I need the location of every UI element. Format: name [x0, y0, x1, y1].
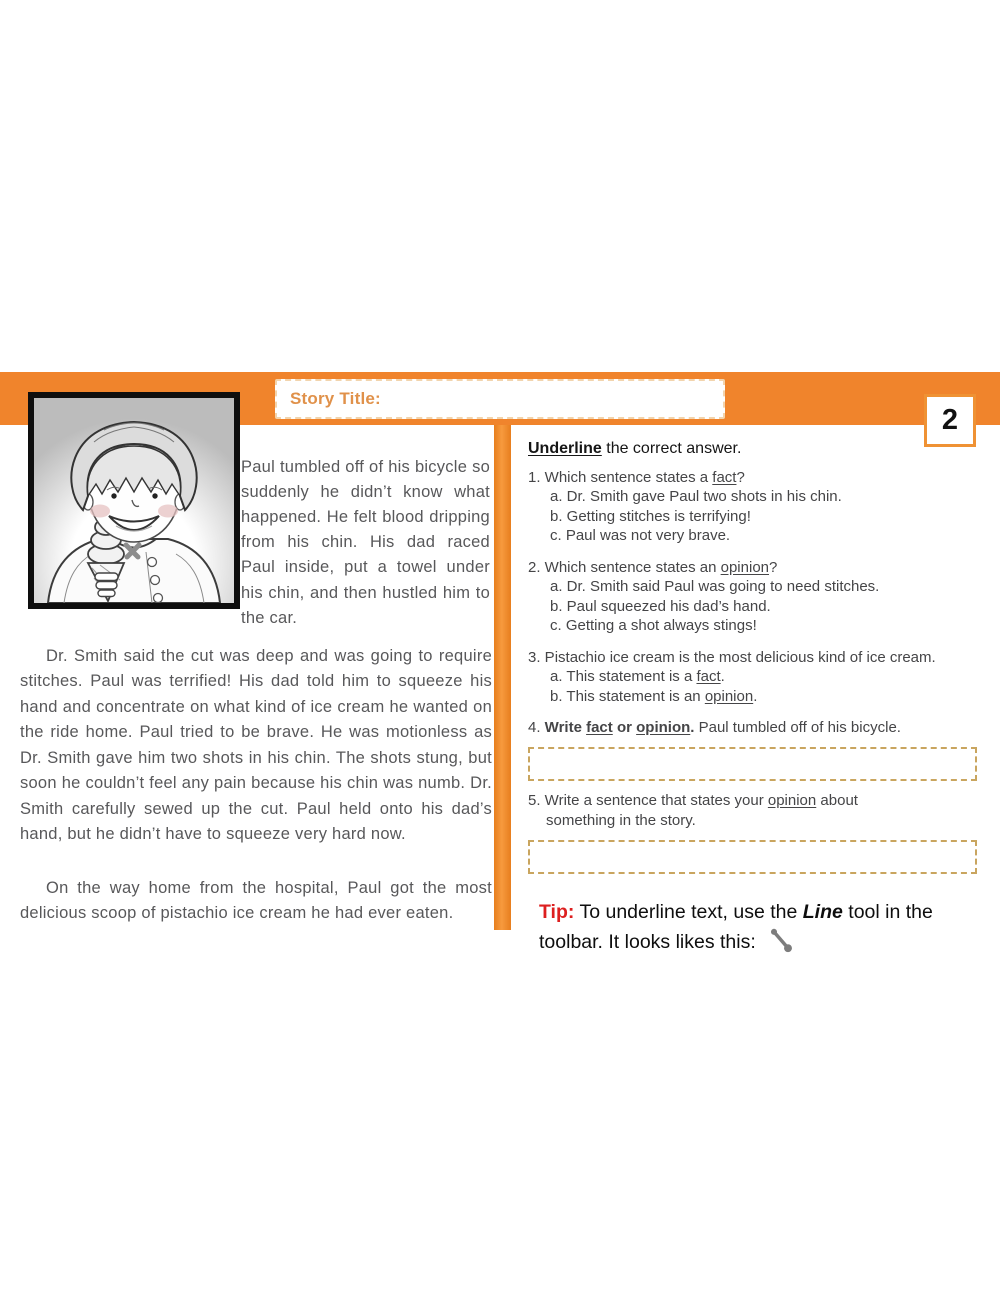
tip-note: Tip: To underline text, use the Line tool in the toolbar. It looks likes this:	[539, 900, 933, 953]
question-5-text-line2: something in the story.	[546, 812, 696, 829]
page-number-box	[924, 394, 976, 447]
question-2[interactable]	[528, 559, 983, 636]
story-paragraph-3: On the way home from the hospital, Paul got the most delicious scoop of pistachio ice cream he had ever eaten.	[20, 878, 492, 922]
question-3-option-b[interactable]: b. This statement is an opinion.	[550, 687, 758, 705]
boy-with-ice-cream-drawing	[34, 398, 234, 603]
instructions-underline-word: Underline	[528, 440, 602, 457]
question-3-option-a[interactable]: a. This statement is a fact.	[550, 668, 725, 685]
questions-column	[528, 440, 983, 956]
question-3[interactable]	[528, 649, 983, 707]
answer-box-q5[interactable]	[528, 840, 977, 874]
question-2-text: 2. Which sentence states an opinion?	[528, 558, 778, 576]
story-title-field[interactable]	[275, 379, 725, 419]
question-5	[528, 792, 983, 874]
page-number: 2	[941, 404, 959, 436]
story-title-label: Story Title:	[290, 389, 381, 408]
line-tool-name: Line	[802, 900, 843, 923]
question-1-option-b[interactable]: b. Getting stitches is terrifying!	[550, 507, 751, 525]
question-2-option-c[interactable]: c. Getting a shot always stings!	[550, 617, 757, 634]
question-5-text: 5. Write a sentence that states your opinion about	[528, 791, 858, 809]
question-1[interactable]	[528, 469, 983, 546]
line-tool-icon	[766, 926, 796, 954]
question-1-option-c[interactable]: c. Paul was not very brave.	[550, 527, 731, 544]
answer-box-q4[interactable]	[528, 747, 977, 781]
story-paragraph-2: Dr. Smith said the cut was deep and was going to require stitches. Paul was terrified! His dad told him to squeeze his hand and concentrate on what kind of ice cream he wanted on the ride home. Paul tried to be brave. He was motionless as Dr. Smith gave him two shots in his chin. The shots stung, but soon he couldn’t feel any pain because his chin was numb. Dr. Smith carefully sewed up the cut. Paul held onto his dad’s hand, but he didn’t have to squeeze very hard now.	[20, 646, 492, 843]
question-2-option-b[interactable]: b. Paul squeezed his dad’s hand.	[550, 597, 771, 615]
tip-label: Tip:	[539, 900, 575, 923]
question-4-text: 4. Write fact or opinion. Paul tumbled off of his bicycle.	[528, 719, 901, 736]
story-illustration	[28, 392, 240, 609]
question-1-text: 1. Which sentence states a fact?	[528, 468, 745, 486]
question-4	[528, 719, 983, 781]
instructions-heading: Underline the correct answer.	[528, 440, 742, 457]
question-2-option-a[interactable]: a. Dr. Smith said Paul was going to need stitches.	[550, 578, 880, 595]
column-divider	[494, 425, 511, 930]
story-paragraph-1: Paul tumbled off of his bicycle so suddenly he didn’t know what happened. He felt blood dripping from his chin. His dad raced Paul inside, put a towel under his chin, and then hustled him to the car.	[241, 457, 490, 627]
question-1-option-a[interactable]: a. Dr. Smith gave Paul two shots in his chin.	[550, 488, 842, 505]
question-3-text: 3. Pistachio ice cream is the most delicious kind of ice cream.	[528, 648, 936, 666]
